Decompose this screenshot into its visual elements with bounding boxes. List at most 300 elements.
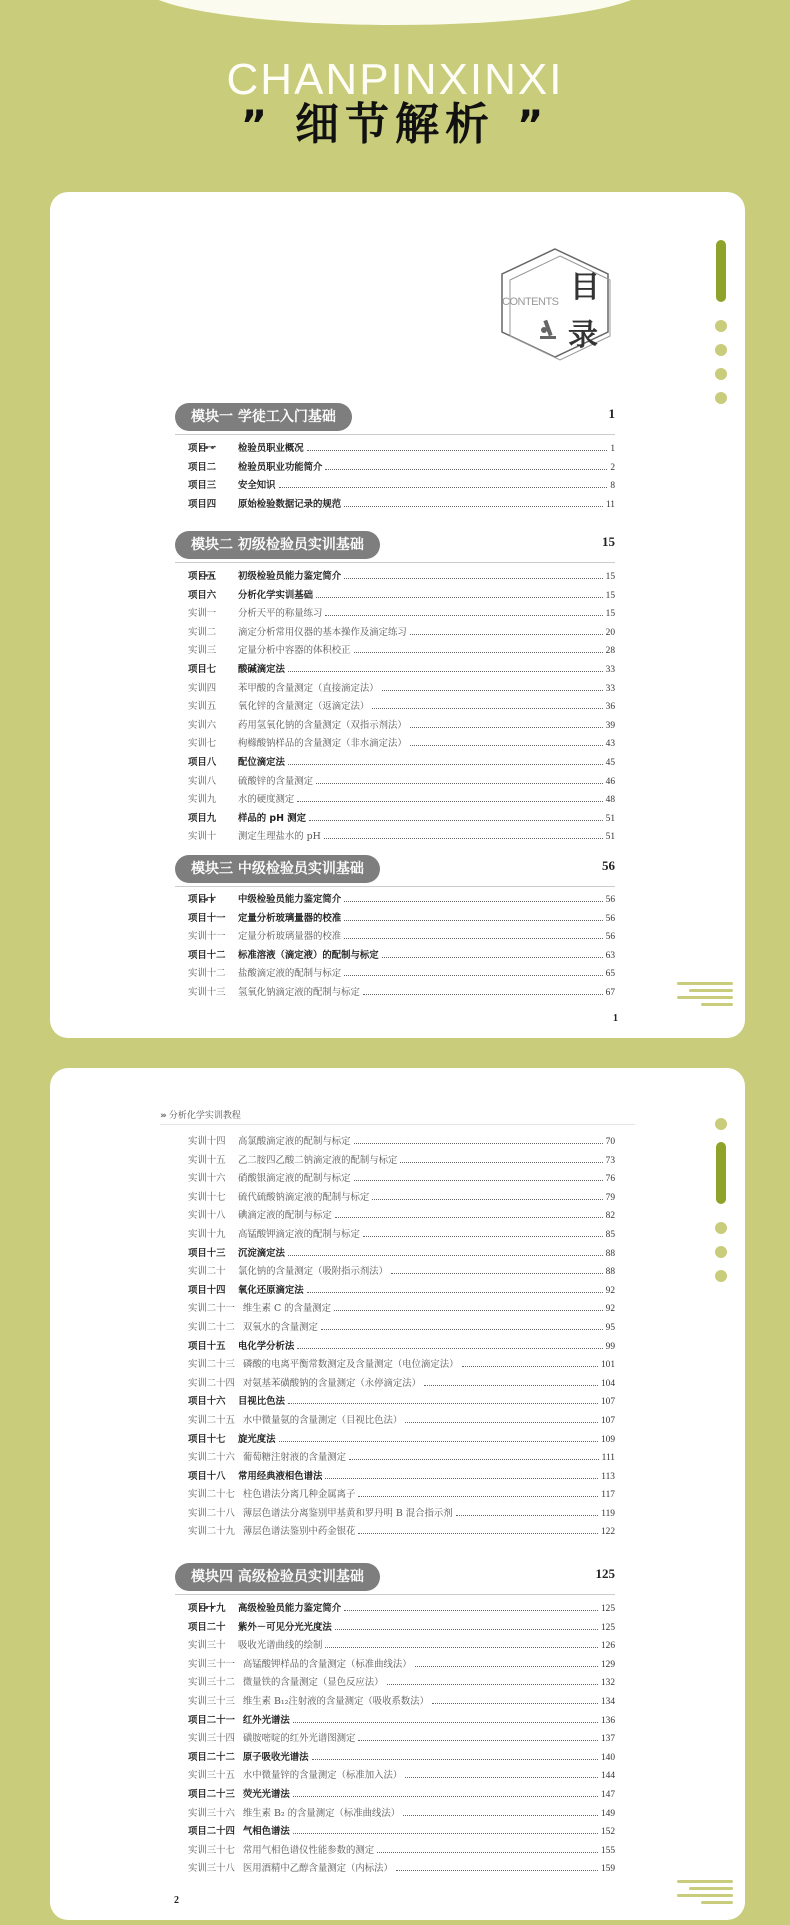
entry-code: 实训二十八 bbox=[188, 1507, 235, 1519]
module-tag: 模块一 学徒工入门基础 bbox=[175, 403, 352, 431]
entry-title: 高氯酸滴定液的配制与标定 bbox=[238, 1136, 351, 1147]
entry-code: 实训二十九 bbox=[188, 1526, 235, 1538]
entry-page: 136 bbox=[600, 1715, 615, 1726]
entry-title: 维生素 B₂ 的含量测定（标准曲线法） bbox=[242, 1807, 401, 1819]
entry-title: 枸橼酸钠样品的含量测定（非水滴定法） bbox=[238, 738, 407, 750]
entry-page: 129 bbox=[600, 1659, 615, 1670]
toc-entry bbox=[188, 735, 615, 754]
toc-entry bbox=[188, 496, 615, 515]
entry-title: 水的硬度测定 bbox=[238, 794, 295, 806]
toc-entry bbox=[188, 1319, 615, 1338]
toc-entry bbox=[188, 1226, 615, 1245]
entry-title: 中级检验员能力鉴定简介 bbox=[238, 894, 342, 905]
entry-title: 测定生理盐水的 pH bbox=[238, 831, 321, 843]
dot-leader bbox=[462, 1366, 598, 1367]
entry-code: 实训三十四 bbox=[188, 1733, 235, 1745]
toc-entry bbox=[188, 947, 615, 966]
entry-code: 项目十六 bbox=[188, 1396, 226, 1408]
entry-page: 20 bbox=[605, 627, 615, 638]
toc-entry bbox=[188, 928, 615, 947]
entry-title: 磺胺嘧啶的红外光谱图测定 bbox=[242, 1733, 356, 1745]
toc-entry bbox=[188, 1189, 615, 1208]
entry-code: 实训三十二 bbox=[188, 1677, 235, 1689]
entry-title: 紫外－可见分光光度法 bbox=[238, 1621, 332, 1633]
entry-code: 实训十九 bbox=[188, 1228, 226, 1240]
entry-code: 实训二十六 bbox=[188, 1452, 235, 1464]
toc-entry bbox=[188, 1468, 615, 1487]
toc-entry bbox=[188, 891, 615, 910]
entry-page: 56 bbox=[605, 895, 615, 905]
module-page: 1 bbox=[608, 406, 615, 421]
toc-entry bbox=[188, 1767, 615, 1786]
stripe-decoration bbox=[677, 982, 733, 1010]
toc-entry bbox=[188, 1730, 615, 1749]
entry-page: 82 bbox=[605, 1211, 615, 1222]
entry-code: 实训三十六 bbox=[188, 1807, 235, 1819]
toc-entry bbox=[188, 698, 615, 717]
dot-leader bbox=[358, 1533, 598, 1534]
dot-leader bbox=[293, 1833, 598, 1834]
toc-title-1: 目 bbox=[570, 270, 600, 305]
entry-code: 实训三十三 bbox=[188, 1695, 235, 1707]
entry-code: 实训十一 bbox=[188, 931, 226, 943]
entry-page: 51 bbox=[605, 832, 615, 843]
entry-page: 137 bbox=[600, 1734, 615, 1745]
module-page: 56 bbox=[602, 858, 615, 873]
entry-list bbox=[188, 568, 615, 847]
module-heading bbox=[175, 855, 615, 885]
dot-leader bbox=[325, 1647, 598, 1648]
entry-page: 39 bbox=[605, 720, 615, 731]
toc-entry bbox=[188, 1263, 615, 1282]
entry-page: 85 bbox=[605, 1229, 615, 1240]
dot-leader bbox=[363, 1236, 603, 1237]
module-tag: 模块二 初级检验员实训基础 bbox=[175, 531, 380, 559]
entry-code: 实训十四 bbox=[188, 1136, 226, 1147]
toc-entry bbox=[188, 1805, 615, 1824]
entry-page: 140 bbox=[600, 1752, 615, 1763]
dot-leader bbox=[358, 1496, 598, 1497]
entry-code: 项目十 bbox=[188, 894, 217, 905]
toc-entry bbox=[188, 680, 615, 699]
chevron-right-icon: ››› bbox=[160, 1111, 165, 1121]
toc-entry bbox=[188, 1152, 615, 1171]
toc-entry bbox=[188, 1412, 615, 1431]
entry-page: 2 bbox=[610, 462, 615, 473]
entry-page: 125 bbox=[600, 1604, 615, 1614]
dot-leader bbox=[288, 764, 603, 765]
entry-page: 134 bbox=[600, 1696, 615, 1707]
entry-code: 项目十三 bbox=[188, 1247, 226, 1259]
entry-title: 磷酸的电离平衡常数测定及含量测定（电位滴定法） bbox=[242, 1359, 459, 1371]
entry-title: 定量分析玻璃量器的校准 bbox=[238, 931, 342, 943]
entry-title: 电化学分析法 bbox=[238, 1340, 295, 1352]
entry-code: 实训二十四 bbox=[188, 1377, 235, 1389]
contents-label: CONTENTS bbox=[502, 296, 559, 308]
entry-page: 88 bbox=[605, 1267, 615, 1278]
toc-entry bbox=[188, 1282, 615, 1301]
toc-entry bbox=[188, 1674, 615, 1693]
dot-leader bbox=[325, 1478, 598, 1479]
dot-leader bbox=[354, 652, 603, 653]
dot-leader bbox=[396, 1870, 598, 1871]
dot-leader bbox=[403, 1815, 598, 1816]
dot-leader bbox=[405, 1422, 598, 1423]
toc-entry bbox=[188, 1245, 615, 1264]
entry-code: 实训一 bbox=[188, 608, 217, 620]
dot-leader bbox=[344, 938, 602, 939]
toc-entry bbox=[188, 773, 615, 792]
entry-title: 盐酸滴定液的配制与标定 bbox=[238, 968, 342, 980]
entry-code: 实训十六 bbox=[188, 1173, 226, 1185]
entry-title: 红外光谱法 bbox=[242, 1714, 290, 1726]
entry-page: 113 bbox=[601, 1471, 615, 1482]
entry-title: 分析天平的称量练习 bbox=[238, 608, 323, 620]
entry-page: 149 bbox=[600, 1808, 615, 1819]
microscope-icon bbox=[540, 320, 556, 339]
toc-entry bbox=[188, 661, 615, 680]
entry-title: 医用酒精中乙醇含量测定（内标法） bbox=[242, 1863, 393, 1875]
entry-page: 107 bbox=[600, 1415, 615, 1426]
toc-entry bbox=[188, 1712, 615, 1731]
entry-code: 项目四 bbox=[188, 498, 217, 510]
entry-title: 氯化钠的含量测定（吸附指示剂法） bbox=[238, 1266, 389, 1278]
entry-page: 122 bbox=[600, 1527, 615, 1538]
dot-leader bbox=[456, 1515, 599, 1516]
entry-code: 实训三十七 bbox=[188, 1844, 235, 1856]
toc-entry bbox=[188, 910, 615, 929]
toc-entry bbox=[188, 1842, 615, 1861]
toc-entry bbox=[188, 1133, 615, 1152]
toc-entry bbox=[188, 1637, 615, 1656]
entry-page: 119 bbox=[601, 1508, 615, 1519]
entry-title: 酸碱滴定法 bbox=[238, 663, 285, 675]
toc-entry bbox=[188, 1338, 615, 1357]
toc-entry bbox=[188, 1523, 615, 1542]
entry-page: 107 bbox=[600, 1397, 615, 1408]
entry-code: 实训十三 bbox=[188, 986, 226, 998]
entry-page: 73 bbox=[605, 1155, 615, 1166]
entry-page: 48 bbox=[605, 795, 615, 806]
entry-title: 原子吸收光谱法 bbox=[242, 1751, 309, 1763]
entry-code: 项目二十 bbox=[188, 1621, 226, 1633]
entry-code: 实训十二 bbox=[188, 968, 226, 980]
dot-leader bbox=[354, 1143, 603, 1144]
entry-page: 15 bbox=[605, 590, 615, 601]
entry-page: 152 bbox=[600, 1827, 615, 1838]
toc-entry bbox=[188, 828, 615, 847]
dot-leader bbox=[400, 1162, 602, 1163]
toc-entry bbox=[188, 1860, 615, 1879]
dot-leader bbox=[344, 920, 602, 921]
dot-leader bbox=[279, 1441, 598, 1442]
stripe-decoration bbox=[677, 1880, 733, 1908]
header-chinese: 细节解析 bbox=[295, 99, 495, 150]
entry-code: 项目七 bbox=[188, 663, 217, 675]
dot-leader bbox=[297, 1348, 602, 1349]
module-page: 15 bbox=[602, 534, 615, 549]
dot-leader bbox=[335, 1629, 598, 1630]
entry-page: 101 bbox=[600, 1360, 615, 1371]
entry-page: 144 bbox=[600, 1771, 615, 1782]
entry-page: 70 bbox=[605, 1137, 615, 1147]
dot-leader bbox=[391, 1273, 603, 1274]
entry-code: 实训七 bbox=[188, 738, 217, 750]
entry-title: 维生素 C 的含量测定 bbox=[242, 1303, 332, 1315]
entry-code: 实训十七 bbox=[188, 1191, 226, 1203]
entry-page: 88 bbox=[605, 1248, 615, 1259]
dot-leader bbox=[382, 690, 603, 691]
entry-code: 项目十五 bbox=[188, 1340, 226, 1352]
entry-title: 微量铁的含量测定（显色反应法） bbox=[242, 1677, 384, 1689]
dot-leader bbox=[377, 1852, 598, 1853]
dot-leader bbox=[372, 1199, 602, 1200]
entry-title: 薄层色谱法分离鉴别甲基黄和罗丹明 B 混合指示剂 bbox=[242, 1507, 453, 1519]
entry-code: 项目十八 bbox=[188, 1470, 226, 1482]
entry-page: 63 bbox=[605, 950, 615, 961]
toc-entry bbox=[188, 1749, 615, 1768]
entry-page: 126 bbox=[600, 1641, 615, 1652]
side-decoration bbox=[715, 1118, 727, 1294]
entry-code: 项目十一 bbox=[188, 912, 226, 924]
entry-title: 常用气相色谱仪性能参数的测定 bbox=[242, 1844, 375, 1856]
quote-close: ” bbox=[517, 103, 550, 149]
entry-code: 实训十八 bbox=[188, 1210, 226, 1222]
entry-code: 实训八 bbox=[188, 775, 217, 787]
entry-code: 项目八 bbox=[188, 756, 217, 768]
toc-entry bbox=[188, 477, 615, 496]
entry-page: 67 bbox=[605, 987, 615, 998]
entry-page: 43 bbox=[605, 739, 615, 750]
entry-code: 实训三十 bbox=[188, 1640, 226, 1652]
entry-title: 样品的 pH 测定 bbox=[238, 812, 306, 824]
entry-title: 配位滴定法 bbox=[238, 756, 285, 768]
entry-code: 项目二十四 bbox=[188, 1826, 235, 1838]
entry-page: 46 bbox=[605, 776, 615, 787]
entry-title: 初级检验员能力鉴定简介 bbox=[238, 571, 342, 582]
entry-code: 实训二 bbox=[188, 626, 217, 638]
dot-leader bbox=[325, 615, 602, 616]
dot-leader bbox=[312, 1759, 598, 1760]
dot-leader bbox=[288, 671, 603, 672]
entry-title: 吸收光谱曲线的绘制 bbox=[238, 1640, 323, 1652]
entry-code: 实训二十 bbox=[188, 1266, 226, 1278]
module-tag: 模块四 高级检验员实训基础 bbox=[175, 1563, 380, 1591]
entry-title: 硝酸银滴定液的配制与标定 bbox=[238, 1173, 351, 1185]
dot-leader bbox=[279, 487, 608, 488]
entry-page: 33 bbox=[605, 683, 615, 694]
toc-entry bbox=[188, 984, 615, 1003]
entry-title: 葡萄糖注射液的含量测定 bbox=[242, 1452, 347, 1464]
dot-leader bbox=[372, 708, 602, 709]
dot-leader bbox=[344, 901, 602, 902]
entry-code: 实训九 bbox=[188, 794, 217, 806]
entry-title: 苯甲酸的含量测定（直接滴定法） bbox=[238, 682, 379, 694]
toc-entry bbox=[188, 1823, 615, 1842]
toc-entry bbox=[188, 459, 615, 478]
entry-page: 95 bbox=[605, 1322, 615, 1333]
entry-title: 常用经典液相色谱法 bbox=[238, 1470, 323, 1482]
entry-title: 薄层色谱法鉴别中药金银花 bbox=[242, 1526, 356, 1538]
toc-entry bbox=[188, 568, 615, 587]
entry-code: 项目十四 bbox=[188, 1284, 226, 1296]
top-decorative-ellipse bbox=[140, 0, 650, 25]
toc-entry bbox=[188, 587, 615, 606]
entry-title: 氧化还原滴定法 bbox=[238, 1284, 304, 1296]
toc-entry bbox=[188, 810, 615, 829]
entry-code: 实训五 bbox=[188, 701, 217, 713]
dot-leader bbox=[432, 1703, 598, 1704]
entry-code: 项目二十三 bbox=[188, 1788, 235, 1800]
toc-entry bbox=[188, 717, 615, 736]
entry-code: 实训二十一 bbox=[188, 1303, 235, 1315]
dot-leader bbox=[410, 727, 603, 728]
toc-entry bbox=[188, 1505, 615, 1524]
running-head: ››› 分析化学实训教程 bbox=[160, 1111, 241, 1121]
entry-page: 132 bbox=[600, 1678, 615, 1689]
dot-leader bbox=[316, 783, 603, 784]
entry-page: 159 bbox=[600, 1864, 615, 1875]
entry-code: 项目十二 bbox=[188, 949, 226, 961]
entry-list bbox=[188, 1600, 615, 1879]
entry-title: 乙二胺四乙酸二钠滴定液的配制与标定 bbox=[238, 1154, 398, 1166]
entry-page: 76 bbox=[605, 1174, 615, 1185]
toc-entry bbox=[188, 642, 615, 661]
entry-page: 104 bbox=[600, 1378, 615, 1389]
entry-list bbox=[188, 440, 615, 514]
entry-page: 33 bbox=[605, 664, 615, 675]
entry-page: 109 bbox=[600, 1434, 615, 1445]
entry-title: 目视比色法 bbox=[238, 1396, 285, 1408]
entry-code: 实训四 bbox=[188, 682, 217, 694]
entry-title: 硫代硫酸钠滴定液的配制与标定 bbox=[238, 1191, 370, 1203]
module-page: 125 bbox=[595, 1566, 615, 1581]
entry-title: 标准溶液（滴定液）的配制与标定 bbox=[238, 949, 379, 961]
entry-title: 分析化学实训基础 bbox=[238, 589, 314, 601]
entry-title: 原始检验数据记录的规范 bbox=[238, 498, 342, 510]
entry-code: 实训三 bbox=[188, 645, 217, 657]
entry-code: 项目十九 bbox=[188, 1603, 226, 1614]
dot-leader bbox=[387, 1684, 598, 1685]
dot-leader bbox=[405, 1777, 598, 1778]
entry-title: 滴定分析常用仪器的基本操作及滴定练习 bbox=[238, 626, 407, 638]
toc-entry bbox=[188, 1619, 615, 1638]
entry-code: 实训六 bbox=[188, 719, 217, 731]
dot-leader bbox=[424, 1385, 598, 1386]
entry-title: 碘滴定液的配制与标定 bbox=[238, 1210, 332, 1222]
entry-code: 项目十七 bbox=[188, 1433, 226, 1445]
toc-entry bbox=[188, 1170, 615, 1189]
toc-entry bbox=[188, 1449, 615, 1468]
entry-title: 荧光光谱法 bbox=[242, 1788, 290, 1800]
entry-page: 99 bbox=[605, 1341, 615, 1352]
toc-entry bbox=[188, 1356, 615, 1375]
entry-code: 项目一 bbox=[188, 443, 217, 454]
dot-leader bbox=[344, 1610, 598, 1611]
dot-leader bbox=[415, 1666, 598, 1667]
entry-code: 项目二十二 bbox=[188, 1751, 235, 1763]
dot-leader bbox=[288, 1403, 598, 1404]
entry-page: 11 bbox=[605, 499, 615, 510]
dot-leader bbox=[344, 506, 603, 507]
entry-title: 维生素 B₁₂注射液的含量测定（吸收系数法） bbox=[242, 1695, 430, 1707]
dot-leader bbox=[358, 1740, 598, 1741]
entry-code: 项目五 bbox=[188, 571, 217, 582]
dot-leader bbox=[309, 820, 603, 821]
entry-page: 56 bbox=[605, 913, 615, 924]
dot-leader bbox=[363, 994, 603, 995]
toc-entry bbox=[188, 1656, 615, 1675]
entry-title: 检验员职业概况 bbox=[238, 443, 304, 454]
side-decoration bbox=[715, 240, 727, 416]
entry-code: 项目二 bbox=[188, 461, 217, 473]
entry-title: 药用氢氧化钠的含量测定（双指示剂法） bbox=[238, 719, 407, 731]
entry-code: 实训二十七 bbox=[188, 1489, 235, 1501]
entry-title: 气相色谱法 bbox=[242, 1826, 290, 1838]
module-heading bbox=[175, 403, 615, 433]
dot-leader bbox=[335, 1217, 603, 1218]
entry-page: 1 bbox=[610, 444, 615, 454]
toc-entry bbox=[188, 624, 615, 643]
entry-title: 高锰酸钾滴定液的配制与标定 bbox=[238, 1228, 360, 1240]
module-heading bbox=[175, 531, 615, 561]
toc-entry bbox=[188, 1693, 615, 1712]
entry-code: 项目二十一 bbox=[188, 1714, 235, 1726]
toc-entry bbox=[188, 1375, 615, 1394]
dot-leader bbox=[344, 578, 602, 579]
toc-entry bbox=[188, 965, 615, 984]
entry-title: 高级检验员能力鉴定简介 bbox=[238, 1603, 342, 1614]
dot-leader bbox=[334, 1310, 603, 1311]
entry-page: 125 bbox=[600, 1622, 615, 1633]
toc-entry bbox=[188, 605, 615, 624]
toc-entry bbox=[188, 1300, 615, 1319]
entry-page: 155 bbox=[600, 1845, 615, 1856]
toc-entry bbox=[188, 1786, 615, 1805]
page-number: 2 bbox=[174, 1895, 179, 1906]
entry-page: 56 bbox=[605, 932, 615, 943]
entry-page: 51 bbox=[605, 813, 615, 824]
entry-code: 实训十 bbox=[188, 831, 217, 843]
entry-title: 定量分析中容器的体积校正 bbox=[238, 645, 351, 657]
dot-leader bbox=[321, 1329, 603, 1330]
dot-leader bbox=[382, 957, 603, 958]
entry-title: 定量分析玻璃量器的校准 bbox=[238, 912, 342, 924]
entry-title: 硫酸锌的含量测定 bbox=[238, 775, 314, 787]
entry-code: 实训二十二 bbox=[188, 1321, 235, 1333]
entry-title: 沉淀滴定法 bbox=[238, 1247, 285, 1259]
entry-title: 柱色谱法分离几种金属离子 bbox=[242, 1489, 356, 1501]
entry-page: 111 bbox=[601, 1453, 615, 1464]
entry-code: 实训二十五 bbox=[188, 1414, 235, 1426]
entry-page: 147 bbox=[600, 1789, 615, 1800]
toc-entry bbox=[188, 1207, 615, 1226]
toc-entry bbox=[188, 1600, 615, 1619]
toc-page-2 bbox=[50, 1068, 745, 1920]
entry-page: 15 bbox=[605, 609, 615, 620]
dot-leader bbox=[325, 469, 607, 470]
dot-leader bbox=[410, 745, 603, 746]
entry-title: 氧化锌的含量测定（返滴定法） bbox=[238, 701, 370, 713]
quote-open: ” bbox=[240, 103, 273, 149]
module-heading bbox=[175, 1563, 615, 1593]
module-tag: 模块三 中级检验员实训基础 bbox=[175, 855, 380, 883]
entry-list bbox=[188, 1133, 615, 1542]
toc-entry bbox=[188, 1393, 615, 1412]
entry-title: 双氧水的含量测定 bbox=[242, 1321, 318, 1333]
entry-page: 92 bbox=[605, 1304, 615, 1315]
toc-title-2: 录 bbox=[568, 318, 598, 353]
